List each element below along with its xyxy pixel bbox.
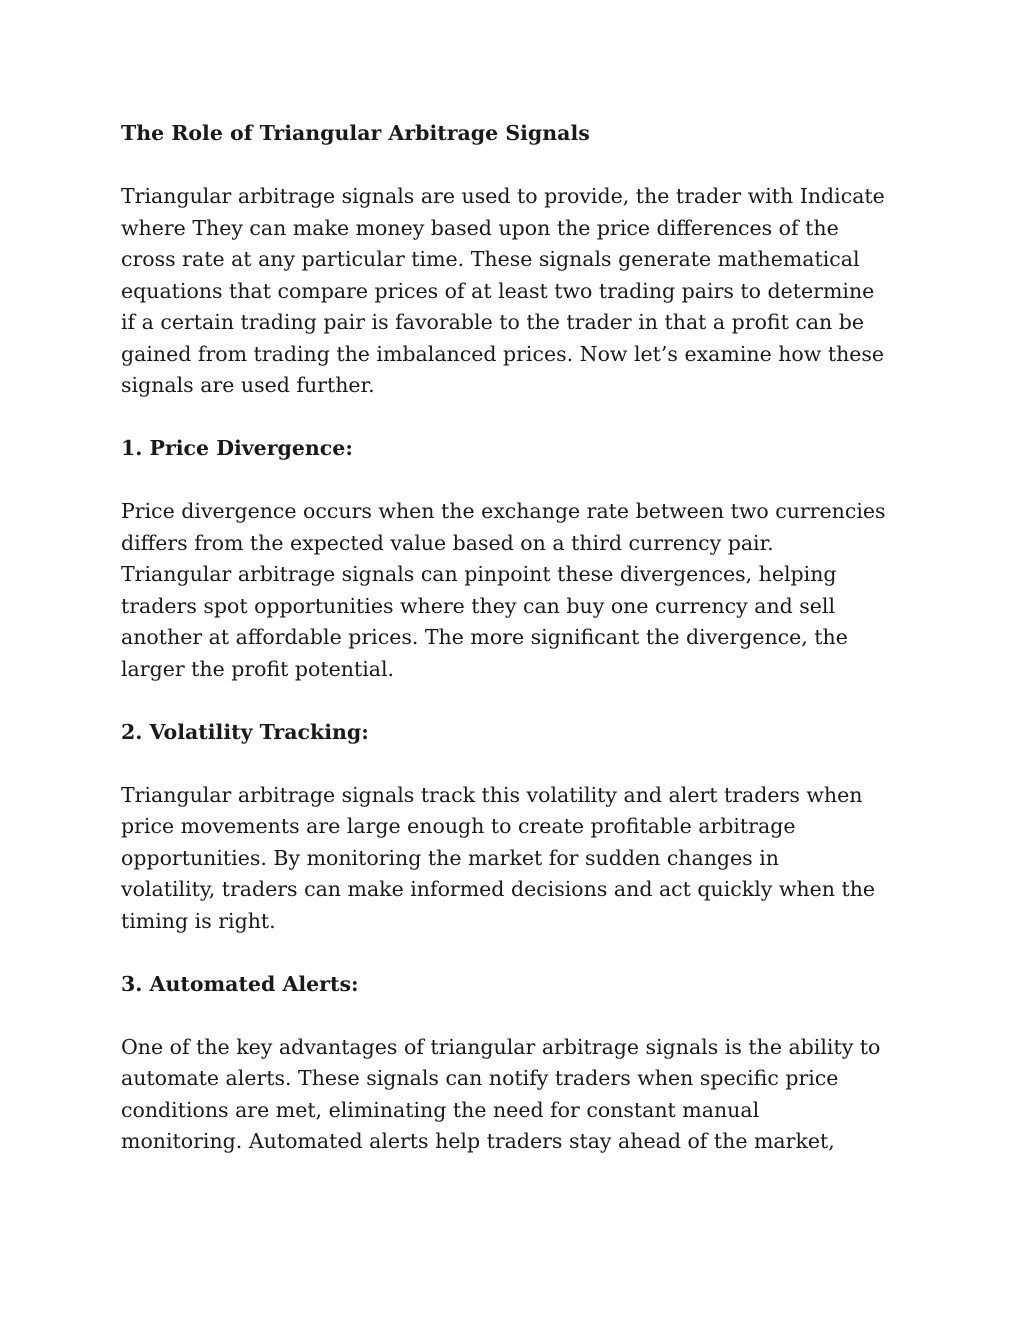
paragraph-line: gained from trading the imbalanced prices. Now let’s examine how these [121, 341, 885, 366]
paragraph-line: Triangular arbitrage signals track this volatility and alert traders when [121, 782, 863, 807]
paragraph-line: timing is right. [121, 908, 276, 933]
paragraph-line: equations that compare prices of at least two trading pairs to determine [121, 278, 875, 303]
section-heading-price-divergence: 1. Price Divergence: [121, 436, 353, 460]
document-body [121, 118, 911, 1189]
section-paragraph-price-divergence [121, 496, 911, 685]
paragraph-line: volatility, traders can make informed decisions and act quickly when the [121, 877, 876, 901]
paragraph-line: monitoring. Automated alerts help traders stay ahead of the market, [121, 1129, 835, 1153]
paragraph-line: cross rate at any particular time. These signals generate mathematical [121, 247, 860, 271]
paragraph-line: larger the profit potential. [121, 656, 395, 681]
paragraph-line: signals are used further. [121, 373, 375, 397]
paragraph-line: differs from the expected value based on a third currency pair. [121, 530, 774, 555]
paragraph-line: conditions are met, eliminating the need for constant manual [121, 1097, 760, 1122]
paragraph-line: Price divergence occurs when the exchange rate between two currencies [121, 499, 886, 523]
paragraph-line: opportunities. By monitoring the market for sudden changes in [121, 845, 779, 870]
section-paragraph-automated-alerts [121, 1032, 911, 1158]
paragraph-line: price movements are large enough to create profitable arbitrage [121, 814, 796, 838]
section-paragraph-volatility-tracking [121, 780, 911, 938]
paragraph-line: automate alerts. These signals can notify traders when specific price [121, 1066, 839, 1090]
section-heading-automated-alerts: 3. Automated Alerts: [121, 971, 359, 996]
paragraph-line: another at affordable prices. The more significant the divergence, the [121, 625, 848, 649]
paragraph-line: if a certain trading pair is favorable to the trader in that a profit can be [121, 310, 865, 334]
paragraph-line: traders spot opportunities where they can buy one currency and sell [121, 593, 836, 618]
paragraph-line: where They can make money based upon the price differences of the [121, 215, 839, 240]
intro-paragraph [121, 181, 911, 402]
document-title: The Role of Triangular Arbitrage Signals [121, 121, 590, 145]
paragraph-line: Triangular arbitrage signals can pinpoint these divergences, helping [121, 562, 837, 586]
section-heading-volatility-tracking: 2. Volatility Tracking: [121, 719, 369, 744]
paragraph-line: Triangular arbitrage signals are used to provide, the trader with Indicate [121, 184, 885, 208]
paragraph-line: One of the key advantages of triangular arbitrage signals is the ability to [121, 1034, 881, 1059]
